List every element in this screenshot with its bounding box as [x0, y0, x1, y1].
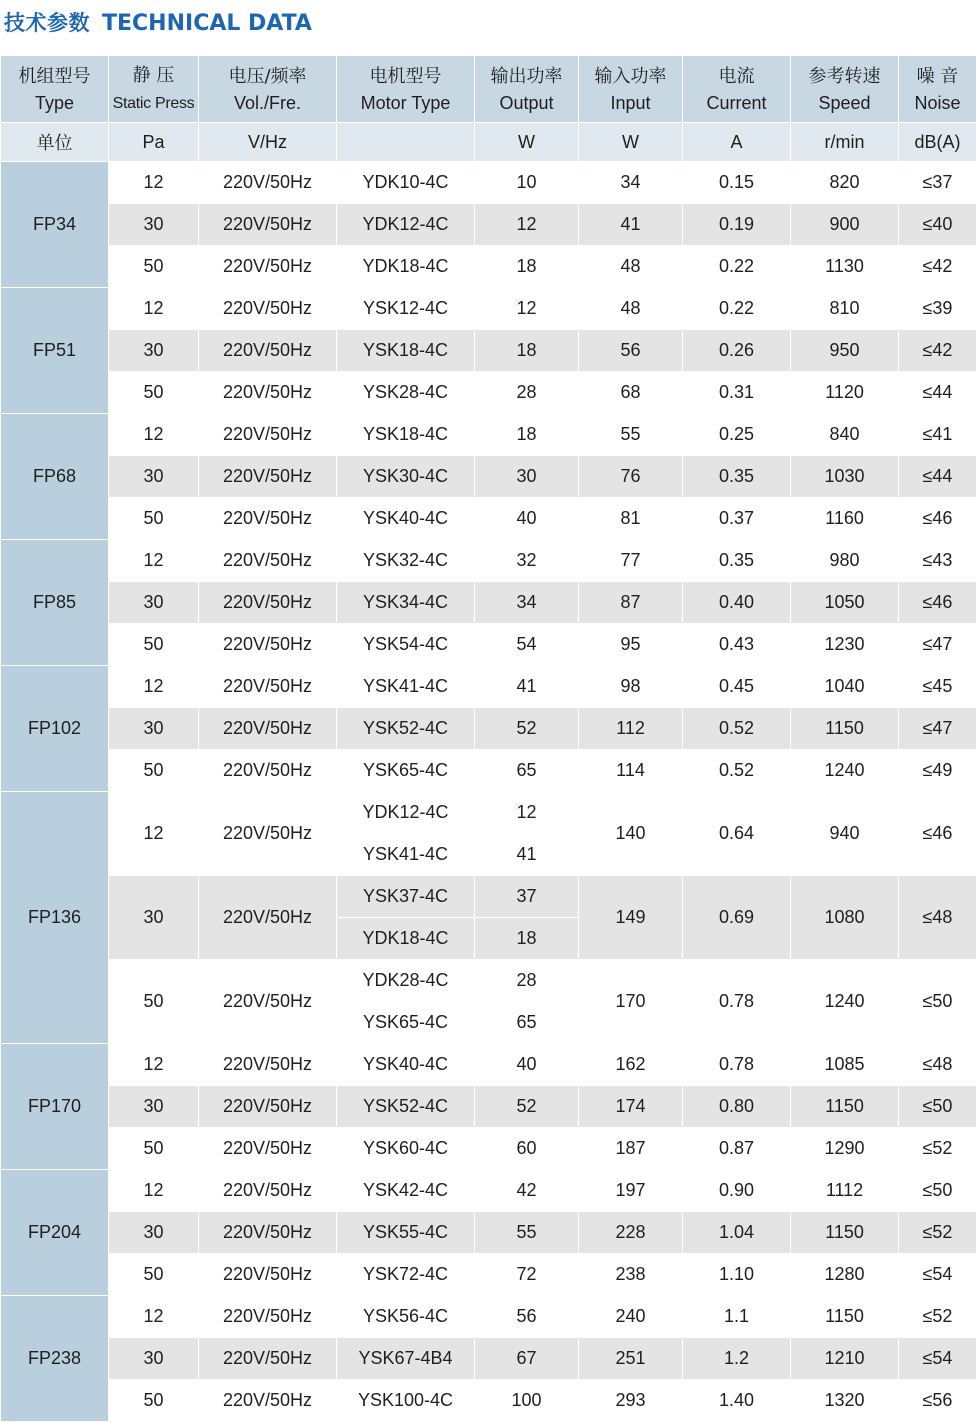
current-cell: 1.2: [683, 1338, 791, 1380]
input-cell: 56: [579, 330, 683, 372]
output-cell: 12: [475, 288, 579, 330]
table-row: [1, 1296, 977, 1338]
input-cell: 112: [579, 708, 683, 750]
type-cell: FP34: [1, 162, 109, 288]
noise-cell: ≤46: [899, 582, 977, 624]
voltage-cell: 220V/50Hz: [199, 1212, 337, 1254]
table-row: [1, 414, 977, 456]
input-cell: 98: [579, 666, 683, 708]
motor-type-cell: YSK34-4C: [337, 582, 475, 624]
output-cell: 56: [475, 1296, 579, 1338]
voltage-cell: 220V/50Hz: [199, 792, 337, 876]
static-press-cell: 12: [109, 1044, 199, 1086]
static-press-cell: 12: [109, 1170, 199, 1212]
voltage-cell: 220V/50Hz: [199, 1170, 337, 1212]
motor-type-cell: YSK56-4C: [337, 1296, 475, 1338]
speed-cell: 940: [791, 792, 899, 876]
voltage-cell: 220V/50Hz: [199, 1086, 337, 1128]
table-row: [1, 288, 977, 330]
table-row: [1, 1128, 977, 1170]
voltage-cell: 220V/50Hz: [199, 330, 337, 372]
current-cell: 0.35: [683, 456, 791, 498]
voltage-cell: 220V/50Hz: [199, 456, 337, 498]
speed-cell: 1130: [791, 246, 899, 288]
input-cell: 68: [579, 372, 683, 414]
output-cell: 34: [475, 582, 579, 624]
noise-cell: ≤52: [899, 1296, 977, 1338]
speed-cell: 1050: [791, 582, 899, 624]
table-body: [1, 162, 977, 1422]
speed-cell: 1290: [791, 1128, 899, 1170]
current-cell: 0.64: [683, 792, 791, 876]
motor-type-cell: YSK65-4C: [337, 1002, 475, 1044]
output-cell: 18: [475, 918, 579, 960]
current-cell: 1.10: [683, 1254, 791, 1296]
unit-output: W: [475, 123, 579, 162]
table-row: [1, 330, 977, 372]
output-cell: 60: [475, 1128, 579, 1170]
voltage-cell: 220V/50Hz: [199, 414, 337, 456]
noise-cell: ≤50: [899, 1086, 977, 1128]
page-title: [4, 6, 312, 40]
input-cell: 251: [579, 1338, 683, 1380]
input-cell: 240: [579, 1296, 683, 1338]
speed-cell: 1320: [791, 1380, 899, 1422]
input-cell: 238: [579, 1254, 683, 1296]
noise-cell: ≤46: [899, 498, 977, 540]
page-title-cn: 技术参数: [4, 11, 90, 35]
table-row: [1, 624, 977, 666]
speed-cell: 1240: [791, 960, 899, 1044]
output-cell: 40: [475, 498, 579, 540]
header-noise: 噪 音 Noise: [899, 56, 977, 123]
motor-type-cell: YSK30-4C: [337, 456, 475, 498]
input-cell: 87: [579, 582, 683, 624]
output-cell: 12: [475, 204, 579, 246]
output-cell: 54: [475, 624, 579, 666]
noise-cell: ≤44: [899, 456, 977, 498]
static-press-cell: 12: [109, 288, 199, 330]
voltage-cell: 220V/50Hz: [199, 498, 337, 540]
table-row: [1, 1338, 977, 1380]
noise-cell: ≤47: [899, 624, 977, 666]
noise-cell: ≤41: [899, 414, 977, 456]
input-cell: 41: [579, 204, 683, 246]
current-cell: 0.52: [683, 750, 791, 792]
current-cell: 1.04: [683, 1212, 791, 1254]
static-press-cell: 30: [109, 456, 199, 498]
static-press-cell: 30: [109, 1086, 199, 1128]
current-cell: 0.22: [683, 246, 791, 288]
current-cell: 0.78: [683, 1044, 791, 1086]
voltage-cell: 220V/50Hz: [199, 708, 337, 750]
table-row: [1, 540, 977, 582]
motor-type-cell: YSK100-4C: [337, 1380, 475, 1422]
input-cell: 95: [579, 624, 683, 666]
output-cell: 55: [475, 1212, 579, 1254]
current-cell: 0.19: [683, 204, 791, 246]
table-row: [1, 498, 977, 540]
speed-cell: 1210: [791, 1338, 899, 1380]
table-row: [1, 960, 977, 1002]
output-cell: 65: [475, 750, 579, 792]
noise-cell: ≤37: [899, 162, 977, 204]
type-cell: FP102: [1, 666, 109, 792]
noise-cell: ≤45: [899, 666, 977, 708]
static-press-cell: 12: [109, 666, 199, 708]
type-cell: FP136: [1, 792, 109, 1044]
output-cell: 18: [475, 246, 579, 288]
motor-type-cell: YSK18-4C: [337, 414, 475, 456]
current-cell: 0.80: [683, 1086, 791, 1128]
noise-cell: ≤47: [899, 708, 977, 750]
static-press-cell: 50: [109, 1254, 199, 1296]
output-cell: 28: [475, 372, 579, 414]
table-row: [1, 204, 977, 246]
speed-cell: 1085: [791, 1044, 899, 1086]
static-press-cell: 30: [109, 876, 199, 960]
current-cell: 0.52: [683, 708, 791, 750]
header-current: 电流 Current: [683, 56, 791, 123]
motor-type-cell: YDK10-4C: [337, 162, 475, 204]
static-press-cell: 50: [109, 624, 199, 666]
input-cell: 162: [579, 1044, 683, 1086]
current-cell: 0.15: [683, 162, 791, 204]
input-cell: 149: [579, 876, 683, 960]
input-cell: 174: [579, 1086, 683, 1128]
motor-type-cell: YSK18-4C: [337, 330, 475, 372]
voltage-cell: 220V/50Hz: [199, 750, 337, 792]
type-cell: FP170: [1, 1044, 109, 1170]
output-cell: 72: [475, 1254, 579, 1296]
speed-cell: 1030: [791, 456, 899, 498]
voltage-cell: 220V/50Hz: [199, 1380, 337, 1422]
current-cell: 0.22: [683, 288, 791, 330]
speed-cell: 1230: [791, 624, 899, 666]
current-cell: 1.1: [683, 1296, 791, 1338]
header-speed: 参考转速 Speed: [791, 56, 899, 123]
voltage-cell: 220V/50Hz: [199, 540, 337, 582]
output-cell: 40: [475, 1044, 579, 1086]
noise-cell: ≤56: [899, 1380, 977, 1422]
type-cell: FP85: [1, 540, 109, 666]
current-cell: 0.78: [683, 960, 791, 1044]
static-press-cell: 30: [109, 204, 199, 246]
motor-type-cell: YSK41-4C: [337, 834, 475, 876]
unit-speed: r/min: [791, 123, 899, 162]
speed-cell: 1150: [791, 1296, 899, 1338]
noise-cell: ≤48: [899, 1044, 977, 1086]
motor-type-cell: YSK37-4C: [337, 876, 475, 918]
motor-type-cell: YSK52-4C: [337, 708, 475, 750]
voltage-cell: 220V/50Hz: [199, 162, 337, 204]
noise-cell: ≤52: [899, 1212, 977, 1254]
noise-cell: ≤50: [899, 1170, 977, 1212]
input-cell: 77: [579, 540, 683, 582]
voltage-cell: 220V/50Hz: [199, 960, 337, 1044]
speed-cell: 1150: [791, 1212, 899, 1254]
type-cell: FP238: [1, 1296, 109, 1422]
current-cell: 0.87: [683, 1128, 791, 1170]
motor-type-cell: YSK12-4C: [337, 288, 475, 330]
type-cell: FP204: [1, 1170, 109, 1296]
speed-cell: 1112: [791, 1170, 899, 1212]
static-press-cell: 30: [109, 708, 199, 750]
noise-cell: ≤54: [899, 1254, 977, 1296]
current-cell: 0.69: [683, 876, 791, 960]
current-cell: 0.31: [683, 372, 791, 414]
static-press-cell: 50: [109, 960, 199, 1044]
input-cell: 81: [579, 498, 683, 540]
static-press-cell: 30: [109, 1338, 199, 1380]
output-cell: 12: [475, 792, 579, 834]
static-press-cell: 50: [109, 498, 199, 540]
table-row: [1, 1044, 977, 1086]
table-row: [1, 1086, 977, 1128]
noise-cell: ≤50: [899, 960, 977, 1044]
motor-type-cell: YSK42-4C: [337, 1170, 475, 1212]
current-cell: 0.40: [683, 582, 791, 624]
static-press-cell: 12: [109, 414, 199, 456]
voltage-cell: 220V/50Hz: [199, 666, 337, 708]
speed-cell: 950: [791, 330, 899, 372]
page-title-en: TECHNICAL DATA: [102, 11, 312, 36]
voltage-cell: 220V/50Hz: [199, 1044, 337, 1086]
motor-type-cell: YSK52-4C: [337, 1086, 475, 1128]
current-cell: 0.25: [683, 414, 791, 456]
voltage-cell: 220V/50Hz: [199, 876, 337, 960]
current-cell: 0.26: [683, 330, 791, 372]
noise-cell: ≤43: [899, 540, 977, 582]
speed-cell: 980: [791, 540, 899, 582]
speed-cell: 840: [791, 414, 899, 456]
header-output: 输出功率 Output: [475, 56, 579, 123]
static-press-cell: 12: [109, 540, 199, 582]
speed-cell: 1120: [791, 372, 899, 414]
static-press-cell: 30: [109, 582, 199, 624]
current-cell: 1.40: [683, 1380, 791, 1422]
table-row: [1, 456, 977, 498]
motor-type-cell: YDK12-4C: [337, 792, 475, 834]
output-cell: 28: [475, 960, 579, 1002]
motor-type-cell: YSK65-4C: [337, 750, 475, 792]
unit-row: [1, 123, 977, 162]
voltage-cell: 220V/50Hz: [199, 582, 337, 624]
motor-type-cell: YSK41-4C: [337, 666, 475, 708]
header-voltage: 电压/频率 Vol./Fre.: [199, 56, 337, 123]
output-cell: 10: [475, 162, 579, 204]
motor-type-cell: YSK40-4C: [337, 1044, 475, 1086]
current-cell: 0.45: [683, 666, 791, 708]
motor-type-cell: YDK28-4C: [337, 960, 475, 1002]
voltage-cell: 220V/50Hz: [199, 288, 337, 330]
noise-cell: ≤54: [899, 1338, 977, 1380]
type-cell: FP51: [1, 288, 109, 414]
table-row: [1, 1254, 977, 1296]
table-row: [1, 1380, 977, 1422]
speed-cell: 820: [791, 162, 899, 204]
output-cell: 37: [475, 876, 579, 918]
output-cell: 42: [475, 1170, 579, 1212]
output-cell: 18: [475, 330, 579, 372]
unit-input: W: [579, 123, 683, 162]
input-cell: 55: [579, 414, 683, 456]
input-cell: 197: [579, 1170, 683, 1212]
header-type: 机组型号 Type: [1, 56, 109, 123]
voltage-cell: 220V/50Hz: [199, 624, 337, 666]
table-row: [1, 246, 977, 288]
motor-type-cell: YSK32-4C: [337, 540, 475, 582]
voltage-cell: 220V/50Hz: [199, 372, 337, 414]
static-press-cell: 50: [109, 1128, 199, 1170]
header-row: [1, 56, 977, 123]
unit-current: A: [683, 123, 791, 162]
current-cell: 0.35: [683, 540, 791, 582]
motor-type-cell: YSK54-4C: [337, 624, 475, 666]
table-row: [1, 750, 977, 792]
voltage-cell: 220V/50Hz: [199, 246, 337, 288]
noise-cell: ≤52: [899, 1128, 977, 1170]
voltage-cell: 220V/50Hz: [199, 1296, 337, 1338]
unit-voltage: V/Hz: [199, 123, 337, 162]
table-row: [1, 582, 977, 624]
static-press-cell: 50: [109, 246, 199, 288]
noise-cell: ≤39: [899, 288, 977, 330]
motor-type-cell: YSK60-4C: [337, 1128, 475, 1170]
unit-noise: dB(A): [899, 123, 977, 162]
voltage-cell: 220V/50Hz: [199, 204, 337, 246]
output-cell: 30: [475, 456, 579, 498]
table-row: [1, 876, 977, 918]
output-cell: 100: [475, 1380, 579, 1422]
noise-cell: ≤42: [899, 246, 977, 288]
noise-cell: ≤42: [899, 330, 977, 372]
output-cell: 52: [475, 708, 579, 750]
unit-static-press: Pa: [109, 123, 199, 162]
table-row: [1, 1212, 977, 1254]
voltage-cell: 220V/50Hz: [199, 1254, 337, 1296]
noise-cell: ≤44: [899, 372, 977, 414]
motor-type-cell: YSK55-4C: [337, 1212, 475, 1254]
table-row: [1, 1170, 977, 1212]
technical-data-table: [0, 55, 977, 1422]
output-cell: 67: [475, 1338, 579, 1380]
output-cell: 52: [475, 1086, 579, 1128]
output-cell: 41: [475, 666, 579, 708]
static-press-cell: 50: [109, 750, 199, 792]
header-static-press: 静 压 Static Press: [109, 56, 199, 123]
motor-type-cell: YSK28-4C: [337, 372, 475, 414]
input-cell: 228: [579, 1212, 683, 1254]
speed-cell: 1160: [791, 498, 899, 540]
table-row: [1, 666, 977, 708]
speed-cell: 1040: [791, 666, 899, 708]
table-row: [1, 708, 977, 750]
unit-motor-type: [337, 123, 475, 162]
input-cell: 76: [579, 456, 683, 498]
current-cell: 0.37: [683, 498, 791, 540]
motor-type-cell: YSK67-4B4: [337, 1338, 475, 1380]
table-row: [1, 792, 977, 834]
noise-cell: ≤46: [899, 792, 977, 876]
output-cell: 18: [475, 414, 579, 456]
output-cell: 65: [475, 1002, 579, 1044]
static-press-cell: 12: [109, 1296, 199, 1338]
speed-cell: 1080: [791, 876, 899, 960]
motor-type-cell: YDK18-4C: [337, 918, 475, 960]
static-press-cell: 12: [109, 792, 199, 876]
header-input: 输入功率 Input: [579, 56, 683, 123]
table-row: [1, 372, 977, 414]
speed-cell: 1150: [791, 708, 899, 750]
speed-cell: 1240: [791, 750, 899, 792]
current-cell: 0.90: [683, 1170, 791, 1212]
input-cell: 170: [579, 960, 683, 1044]
output-cell: 32: [475, 540, 579, 582]
output-cell: 41: [475, 834, 579, 876]
noise-cell: ≤48: [899, 876, 977, 960]
type-cell: FP68: [1, 414, 109, 540]
table-row: [1, 162, 977, 204]
static-press-cell: 30: [109, 330, 199, 372]
current-cell: 0.43: [683, 624, 791, 666]
input-cell: 34: [579, 162, 683, 204]
motor-type-cell: YSK72-4C: [337, 1254, 475, 1296]
static-press-cell: 50: [109, 1380, 199, 1422]
header-motor-type: 电机型号 Motor Type: [337, 56, 475, 123]
input-cell: 114: [579, 750, 683, 792]
voltage-cell: 220V/50Hz: [199, 1128, 337, 1170]
motor-type-cell: YSK40-4C: [337, 498, 475, 540]
noise-cell: ≤49: [899, 750, 977, 792]
static-press-cell: 12: [109, 162, 199, 204]
speed-cell: 1150: [791, 1086, 899, 1128]
input-cell: 48: [579, 288, 683, 330]
voltage-cell: 220V/50Hz: [199, 1338, 337, 1380]
noise-cell: ≤40: [899, 204, 977, 246]
input-cell: 140: [579, 792, 683, 876]
input-cell: 187: [579, 1128, 683, 1170]
motor-type-cell: YDK18-4C: [337, 246, 475, 288]
static-press-cell: 50: [109, 372, 199, 414]
unit-label: 单位: [1, 123, 109, 162]
speed-cell: 900: [791, 204, 899, 246]
input-cell: 293: [579, 1380, 683, 1422]
static-press-cell: 30: [109, 1212, 199, 1254]
input-cell: 48: [579, 246, 683, 288]
motor-type-cell: YDK12-4C: [337, 204, 475, 246]
speed-cell: 810: [791, 288, 899, 330]
speed-cell: 1280: [791, 1254, 899, 1296]
